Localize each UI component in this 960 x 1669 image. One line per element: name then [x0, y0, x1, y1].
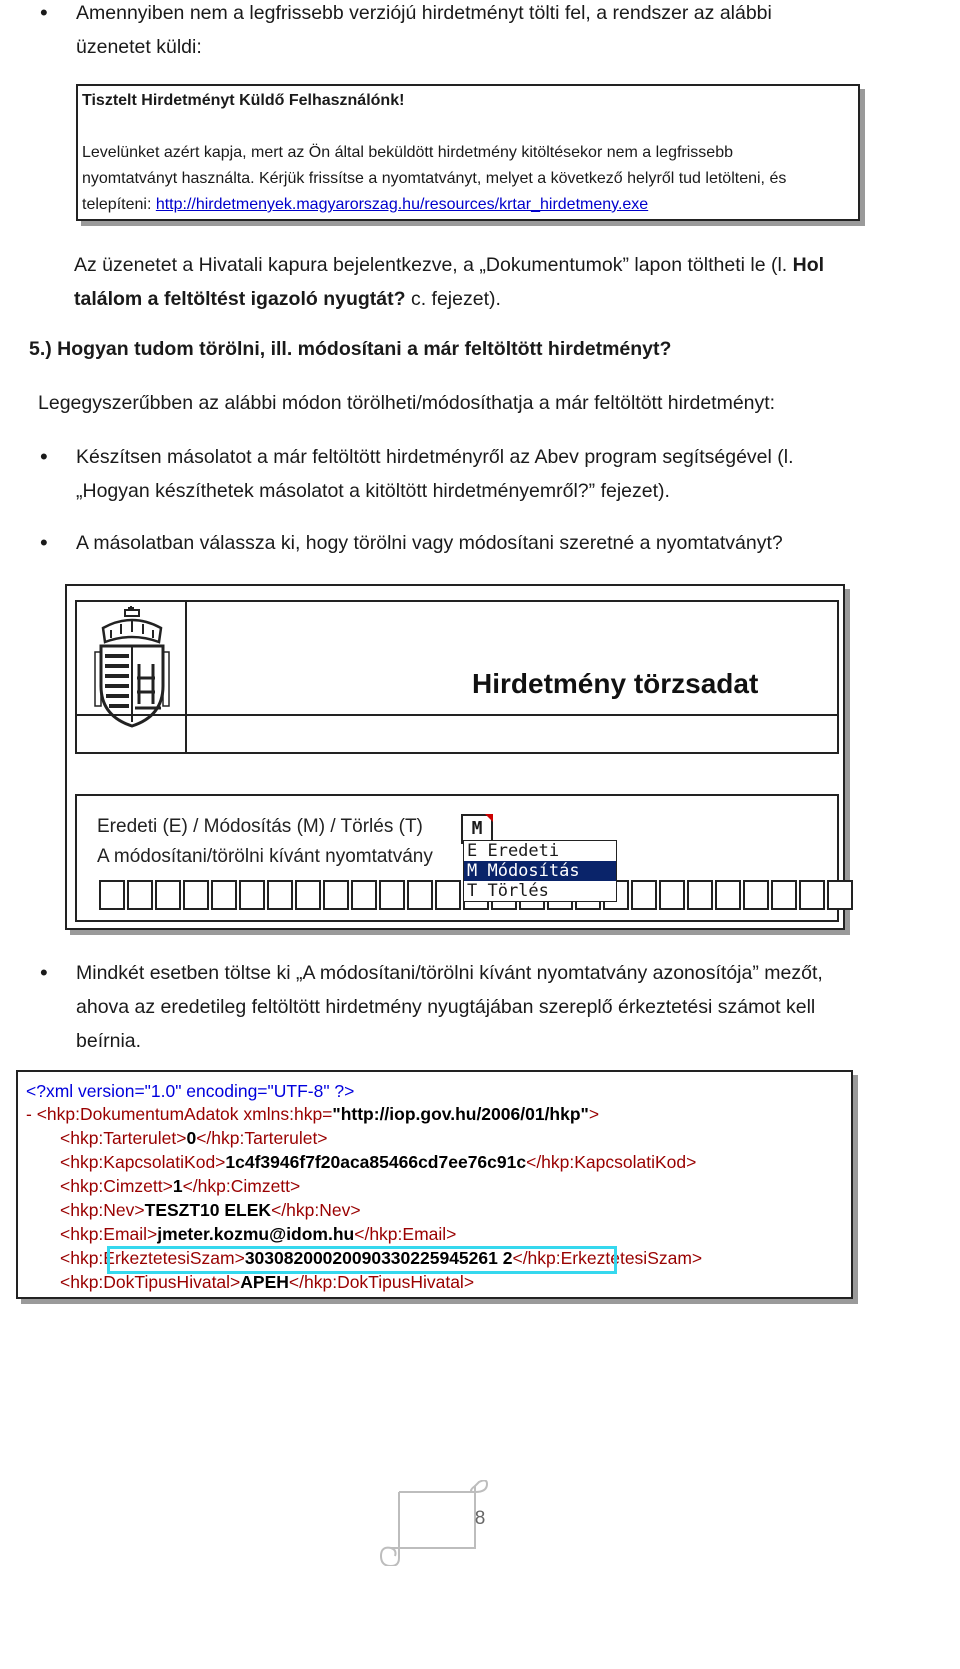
id-cell[interactable]	[743, 880, 769, 910]
id-cell[interactable]	[323, 880, 349, 910]
message-greeting: Tisztelt Hirdetményt Küldő Felhasználónk!	[82, 92, 405, 109]
form-header	[75, 600, 839, 754]
xml-close-tag: </hkp:ErkeztetesiSzam>	[512, 1248, 703, 1268]
type-label: Eredeti (E) / Módosítás (M) / Törlés (T)	[97, 816, 423, 837]
xml-close-tag: </hkp:Cimzett>	[182, 1176, 301, 1196]
bullet-1-line-1: Készítsen másolatot a már feltöltött hirdetményről az Abev program segítségével (l.	[76, 446, 794, 468]
id-cell[interactable]	[99, 880, 125, 910]
xml-declaration: <?xml version="1.0" encoding="UTF-8" ?>	[26, 1081, 355, 1101]
id-cell[interactable]	[295, 880, 321, 910]
bullet-dot: •	[40, 530, 48, 555]
xml-open-tag: <hkp:ErkeztetesiSzam>	[60, 1248, 245, 1268]
after-message-line-2	[74, 282, 944, 316]
bullet-1	[76, 440, 936, 508]
download-link[interactable]: http://hirdetmenyek.magyarorszag.hu/resources/krtar_hirdetmeny.exe	[155, 196, 649, 213]
xml-open-tag: <hkp:DokTipusHivatal>	[60, 1272, 241, 1292]
id-cell[interactable]	[267, 880, 293, 910]
after-message-text	[74, 248, 944, 316]
xml-root-element	[26, 1103, 599, 1127]
dropdown-option[interactable]: E Eredeti	[467, 841, 560, 861]
xml-close-tag: </hkp:KapcsolatiKod>	[526, 1152, 697, 1172]
id-cell[interactable]	[211, 880, 237, 910]
xml-close-tag: </hkp:Email>	[354, 1224, 457, 1244]
id-cell[interactable]	[435, 880, 461, 910]
xml-screenshot	[16, 1070, 853, 1299]
id-cell[interactable]	[715, 880, 741, 910]
xml-row	[60, 1199, 361, 1223]
bullet-1-line-2: „Hogyan készíthetek másolatot a kitöltött hirdetményemről?” fejezet).	[76, 480, 670, 502]
bullet-2: A másolatban válassza ki, hogy törölni vagy módosítani szeretné a nyomtatványt?	[76, 532, 783, 554]
xml-open-tag: <hkp:Cimzett>	[60, 1176, 173, 1196]
message-line-1: Levelünket azért kapja, mert az Ön által beküldött hirdetmény kitöltésekor nem a legfrissebb	[82, 144, 733, 161]
xml-open-tag: <hkp:Tarterulet>	[60, 1128, 187, 1148]
paragraph: Legegyszerűbben az alábbi módon törölheti/módosíthatja a már feltöltött hirdetményt:	[38, 392, 776, 414]
message-line-2: nyomtatványt használta. Kérjük frissítse a nyomtatványt, melyet a következő helyről tud letölteni, és	[82, 170, 787, 187]
bullet-dot: •	[40, 444, 48, 469]
intro-text	[76, 0, 936, 64]
xml-open-tag: <hkp:KapcsolatiKod>	[60, 1152, 226, 1172]
section-heading: 5.) Hogyan tudom törölni, ill. módosítani a már feltöltött hirdetményt?	[29, 338, 672, 360]
after-message-part-1: Az üzenetet a Hivatali kapura bejelentkezve, a „Dokumentumok” lapon töltheti le (l.	[74, 254, 793, 276]
after-message-part-2: c. fejezet).	[405, 288, 501, 310]
id-cell[interactable]	[799, 880, 825, 910]
xml-value: APEH	[240, 1272, 289, 1292]
xml-row	[60, 1151, 696, 1175]
header-rule	[77, 714, 837, 716]
id-cell[interactable]	[827, 880, 853, 910]
id-cell[interactable]	[155, 880, 181, 910]
xml-value: jmeter.kozmu@idom.hu	[157, 1224, 355, 1244]
xml-close-tag: </hkp:Tarterulet>	[196, 1128, 328, 1148]
bullet-3-line-2: ahova az eredetileg feltöltött hirdetmény nyugtájában szereplő érkeztetési számot kell	[76, 996, 816, 1018]
after-message-line-1	[74, 248, 944, 282]
type-select-value: M	[471, 818, 483, 839]
xml-open-tag: <hkp:Email>	[60, 1224, 158, 1244]
id-cell[interactable]	[631, 880, 657, 910]
bullet-3-line-3: beírnia.	[76, 1030, 142, 1052]
xml-row	[60, 1127, 328, 1151]
id-cell[interactable]	[351, 880, 377, 910]
id-cell[interactable]	[239, 880, 265, 910]
id-cell[interactable]	[687, 880, 713, 910]
xml-value: 30308200020090330225945261 2	[244, 1248, 513, 1268]
id-cell[interactable]	[127, 880, 153, 910]
xml-value: 1c4f3946f7f20aca85466cd7ee76c91c	[225, 1152, 527, 1172]
xml-row	[60, 1271, 474, 1295]
bullet-3	[76, 956, 946, 1058]
bullet-dot: •	[40, 960, 48, 985]
xml-close-tag: </hkp:DokTipusHivatal>	[288, 1272, 475, 1292]
erkeztetesi-szam-highlight	[107, 1246, 617, 1274]
type-dropdown-list	[463, 840, 617, 902]
id-cell[interactable]	[659, 880, 685, 910]
xml-row	[60, 1175, 300, 1199]
coat-of-arms-icon	[93, 606, 171, 728]
id-label: A módosítani/törölni kívánt nyomtatvány	[97, 846, 433, 867]
dropdown-arrow-icon	[485, 814, 493, 822]
message-line-3	[82, 192, 648, 218]
dropdown-option[interactable]: T Törlés	[467, 881, 549, 901]
xml-root-end: >	[588, 1104, 600, 1124]
header-divider	[185, 602, 187, 752]
form-title: Hirdetmény törzsadat	[472, 668, 759, 699]
after-message-bold-1: Hol	[792, 254, 825, 276]
id-cell[interactable]	[407, 880, 433, 910]
intro-line-2: üzenetet küldi:	[76, 36, 202, 58]
dropdown-option-selected[interactable]: M Módosítás	[464, 861, 616, 881]
message-line-3-prefix: telepíteni:	[82, 196, 156, 213]
xml-value: 0	[186, 1128, 197, 1148]
form-fields	[75, 794, 839, 922]
id-cell[interactable]	[771, 880, 797, 910]
xml-value: TESZT10 ELEK	[144, 1200, 272, 1220]
form-screenshot	[65, 584, 845, 930]
bullet-dot: •	[40, 0, 48, 25]
after-message-bold-2: találom a feltöltést igazoló nyugtát?	[74, 288, 406, 310]
xml-row	[60, 1223, 456, 1247]
xml-open-tag: <hkp:Nev>	[60, 1200, 145, 1220]
xml-root-tag: - <hkp:DokumentumAdatok xmlns:hkp=	[26, 1104, 333, 1124]
xml-value: 1	[172, 1176, 183, 1196]
page-number: 8	[474, 1508, 486, 1529]
xml-namespace: "http://iop.gov.hu/2006/01/hkp"	[332, 1104, 589, 1124]
bullet-3-line-1: Mindkét esetben töltse ki „A módosítani/törölni kívánt nyomtatvány azonosítója” mezőt,	[76, 962, 823, 984]
id-cell[interactable]	[379, 880, 405, 910]
intro-line-1: Amennyiben nem a legfrissebb verziójú hirdetményt tölti fel, a rendszer az alábbi	[76, 2, 772, 24]
id-cell[interactable]	[183, 880, 209, 910]
xml-close-tag: </hkp:Nev>	[271, 1200, 361, 1220]
message-screenshot	[76, 84, 860, 221]
